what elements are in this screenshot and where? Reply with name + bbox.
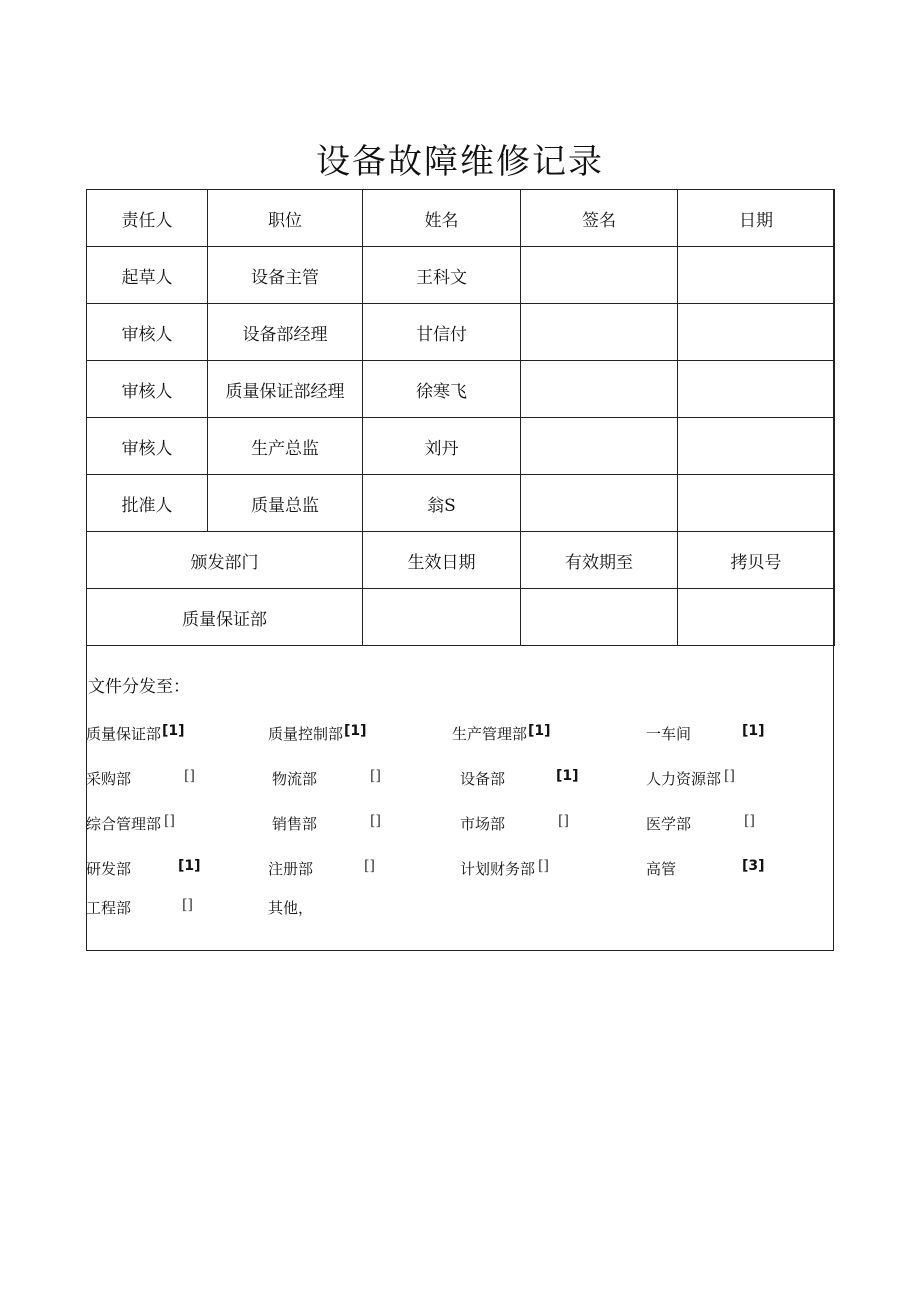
distribution-item-mark: [1] <box>344 723 367 739</box>
header-issuing-department: 颁发部门 <box>87 532 363 589</box>
header-name: 姓名 <box>363 190 521 247</box>
distribution-item <box>86 897 193 918</box>
distribution-item-name: 质量保证部 <box>86 725 162 743</box>
role-cell: 批准人 <box>87 475 208 532</box>
distribution-item-mark: [] <box>538 858 549 874</box>
document-title: 设备故障维修记录 <box>316 142 604 182</box>
distribution-item-name: 采购部 <box>86 770 132 788</box>
name-cell: 王科文 <box>363 247 521 304</box>
distribution-item-name: 人力资源部 <box>646 770 722 788</box>
distribution-item <box>460 813 569 834</box>
distribution-item <box>86 723 185 744</box>
distribution-item-mark: [] <box>744 813 755 829</box>
distribution-item <box>452 723 551 744</box>
distribution-item-name: 研发部 <box>86 860 132 878</box>
distribution-item-mark: [] <box>164 813 175 829</box>
position-cell: 设备部经理 <box>208 304 363 361</box>
distribution-item-name: 质量控制部 <box>268 725 344 743</box>
distribution-item <box>268 858 375 879</box>
position-cell: 设备主管 <box>208 247 363 304</box>
distribution-item-name: 一车间 <box>646 725 692 743</box>
distribution-item-name: 工程部 <box>86 899 132 917</box>
position-cell: 生产总监 <box>208 418 363 475</box>
distribution-item <box>646 858 765 879</box>
distribution-item-name: 物流部 <box>272 770 318 788</box>
distribution-item-mark: [1] <box>742 723 765 739</box>
distribution-item <box>86 813 175 834</box>
distribution-item-name: 设备部 <box>460 770 506 788</box>
distribution-item-mark: [1] <box>178 858 201 874</box>
position-cell: 质量保证部经理 <box>208 361 363 418</box>
distribution-section <box>86 652 834 951</box>
distribution-item-mark: [] <box>364 858 375 874</box>
header-responsible: 责任人 <box>87 190 208 247</box>
distribution-item <box>646 813 755 834</box>
distribution-item-mark: [] <box>370 813 381 829</box>
distribution-item <box>86 858 201 879</box>
position-cell: 质量总监 <box>208 475 363 532</box>
name-cell: 刘丹 <box>363 418 521 475</box>
distribution-item-name: 销售部 <box>272 815 318 833</box>
distribution-item-name: 高管 <box>646 860 677 878</box>
distribution-item-mark: [3] <box>742 858 765 874</box>
distribution-item <box>646 723 765 744</box>
header-effective-date: 生效日期 <box>363 532 521 589</box>
distribution-title: 文件分发至： <box>88 677 190 697</box>
header-position: 职位 <box>208 190 363 247</box>
distribution-item <box>646 768 735 789</box>
distribution-item-name: 医学部 <box>646 815 692 833</box>
distribution-item-mark: [1] <box>162 723 185 739</box>
distribution-item-mark: [1] <box>556 768 579 784</box>
distribution-item <box>86 768 195 789</box>
distribution-item-mark: [] <box>182 897 193 913</box>
distribution-item-mark: [] <box>370 768 381 784</box>
header-valid-until: 有效期至 <box>521 532 678 589</box>
distribution-item-name: 其他， <box>268 899 314 917</box>
distribution-item <box>268 897 313 918</box>
distribution-item-mark: [] <box>184 768 195 784</box>
distribution-item-mark: [] <box>558 813 569 829</box>
distribution-item-name: 注册部 <box>268 860 314 878</box>
distribution-item-mark: [1] <box>528 723 551 739</box>
distribution-item-name: 综合管理部 <box>86 815 162 833</box>
distribution-item-name: 计划财务部 <box>460 860 536 878</box>
header-date: 日期 <box>678 190 835 247</box>
role-cell: 审核人 <box>87 361 208 418</box>
header-signature: 签名 <box>521 190 678 247</box>
distribution-item <box>268 723 367 744</box>
header-copy-number: 拷贝号 <box>678 532 835 589</box>
name-cell: 翁S <box>363 475 521 532</box>
distribution-item-name: 市场部 <box>460 815 506 833</box>
distribution-item <box>460 768 579 789</box>
role-cell: 起草人 <box>87 247 208 304</box>
distribution-item <box>460 858 549 879</box>
issuing-department-cell: 质量保证部 <box>87 589 363 646</box>
distribution-item-name: 生产管理部 <box>452 725 528 743</box>
distribution-item-mark: [] <box>724 768 735 784</box>
distribution-item <box>272 813 381 834</box>
distribution-item <box>272 768 381 789</box>
name-cell: 甘信付 <box>363 304 521 361</box>
name-cell: 徐寒飞 <box>363 361 521 418</box>
role-cell: 审核人 <box>87 304 208 361</box>
role-cell: 审核人 <box>87 418 208 475</box>
